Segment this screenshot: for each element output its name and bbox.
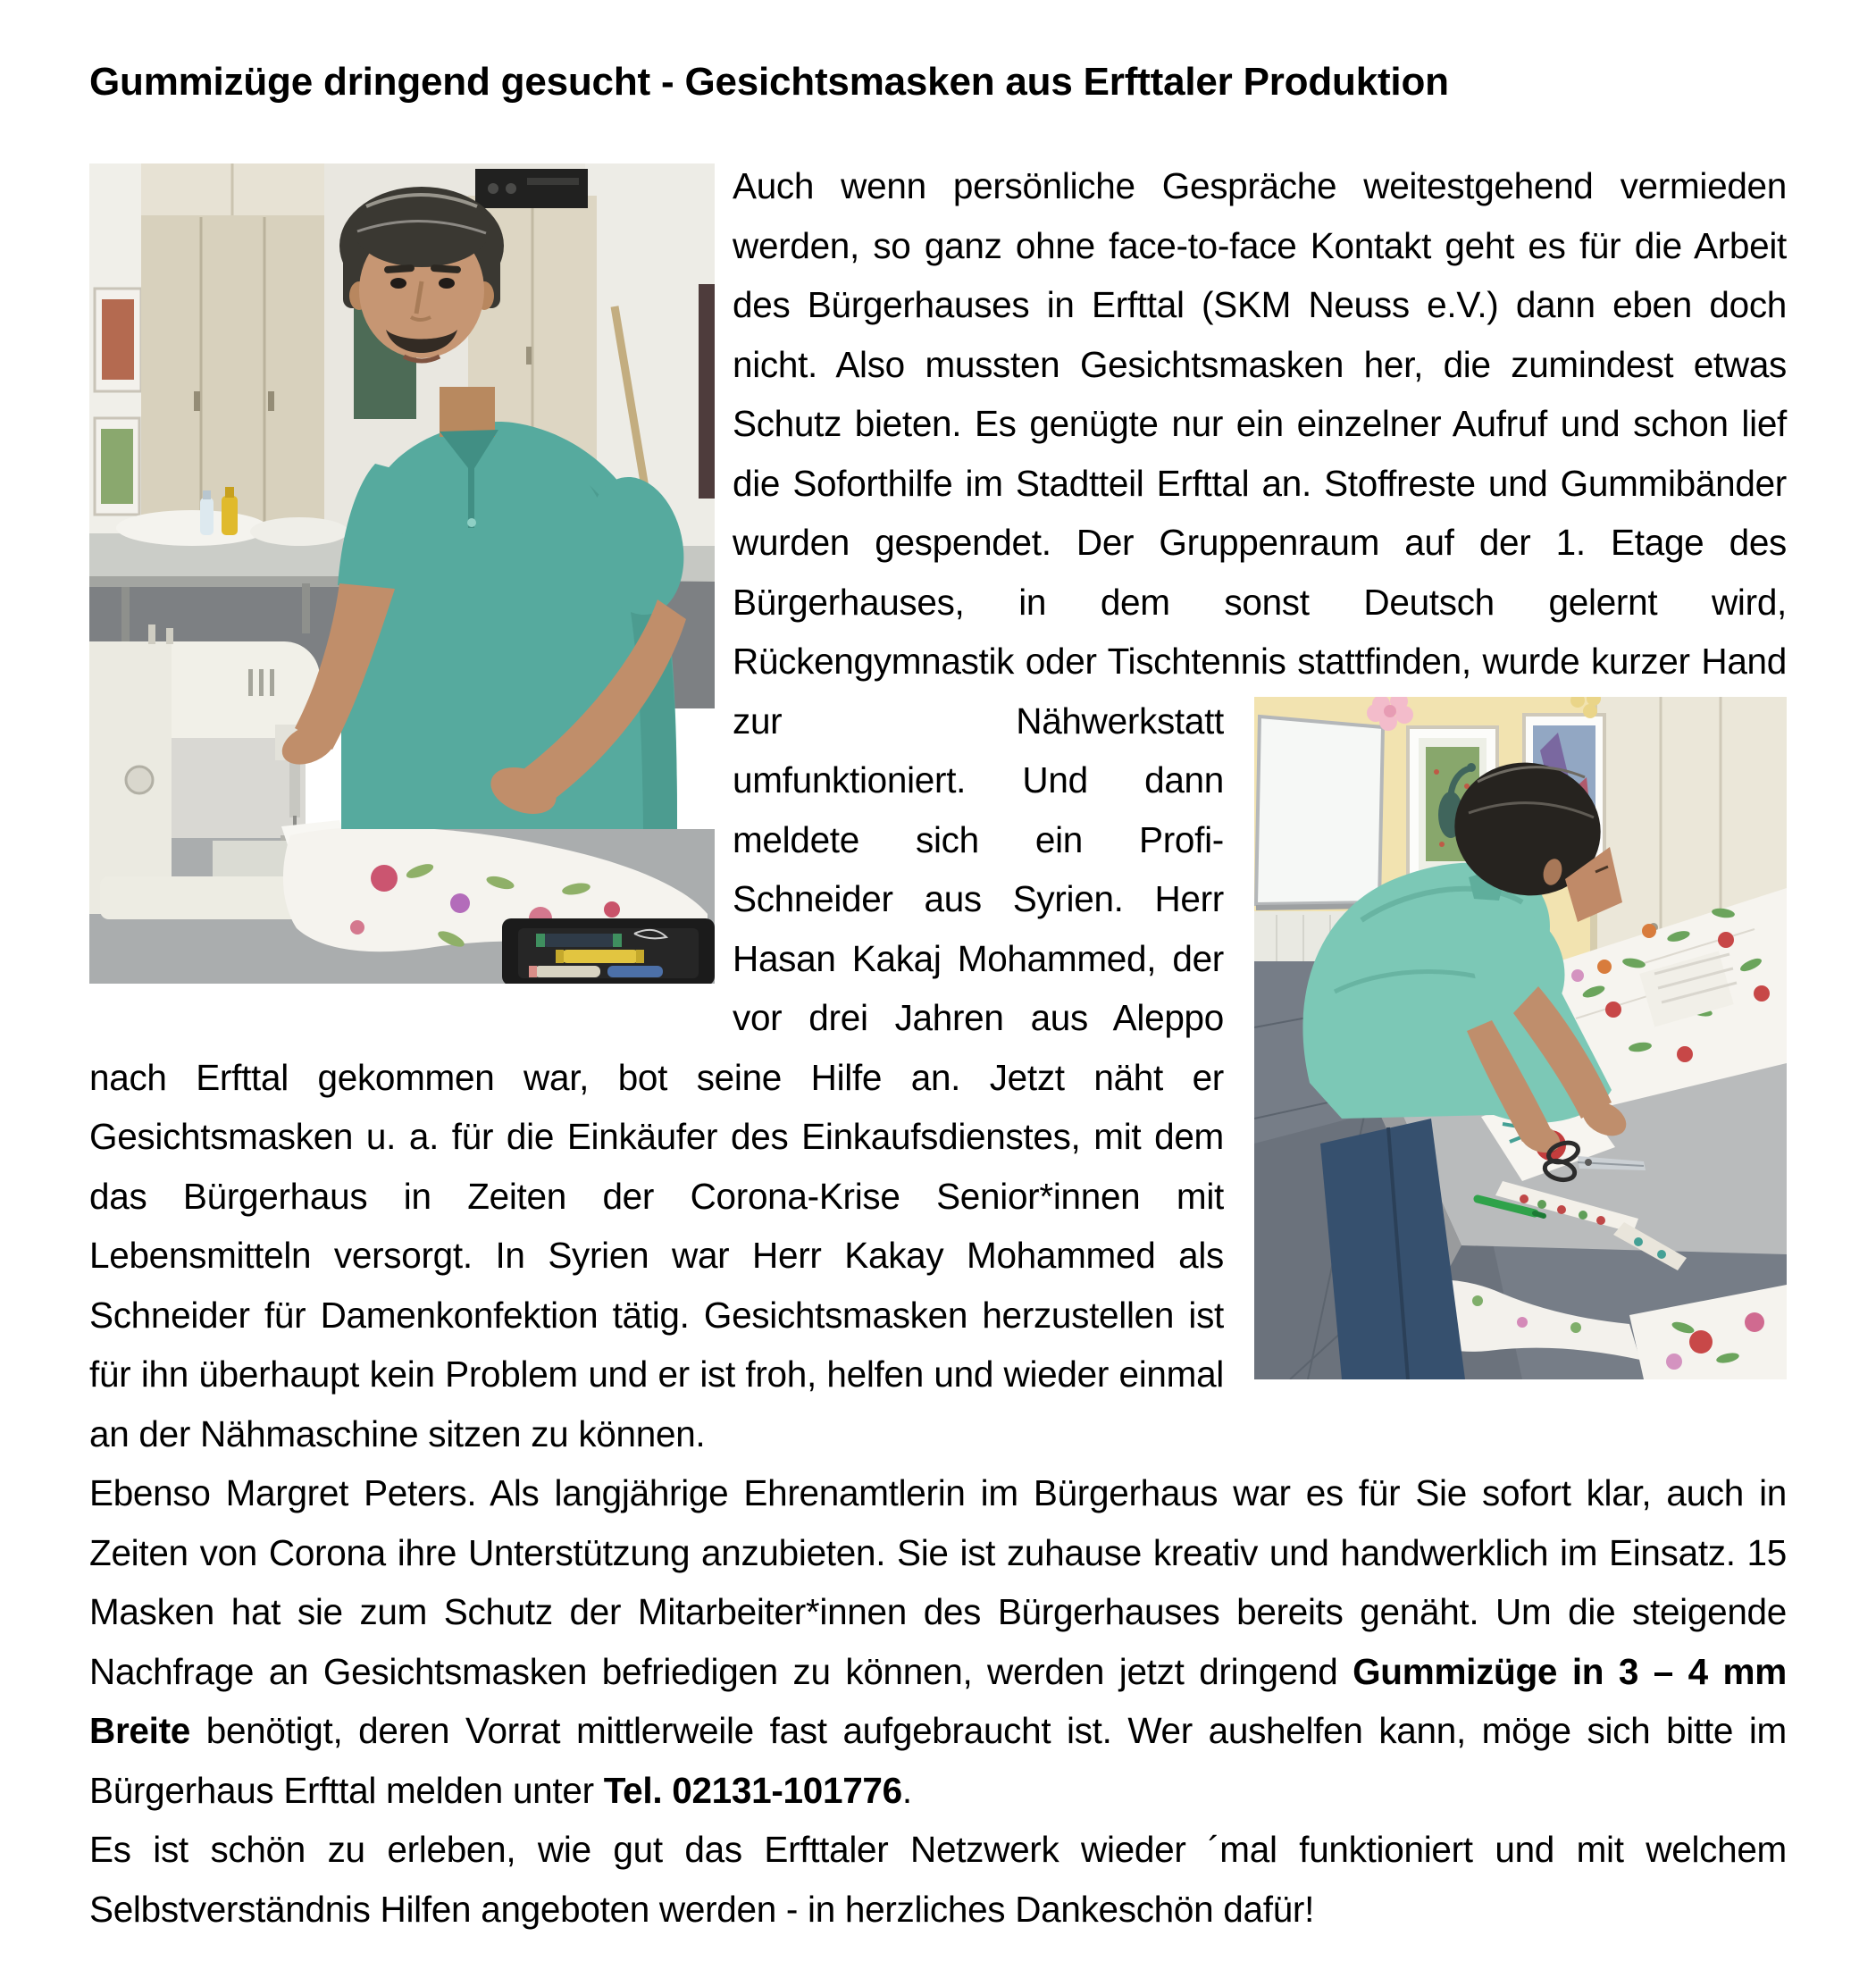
- paragraph-2-text-c: benötigt, deren Vorrat mittlerweile fast aufgebraucht ist. Wer aushelfen kann, möge sich bitte im Bürgerhaus Erfttal melden unter: [89, 1710, 1787, 1811]
- paragraph-2-text-e: .: [901, 1769, 912, 1811]
- elastic-band-width-bold: Gummizüge in 3 – 4 mm Breite: [89, 1650, 1787, 1751]
- paragraph-1: [89, 156, 1787, 1463]
- article-title: Gummizüge dringend gesucht - Gesichtsmasken aus Erfttaler Produktion: [89, 60, 1449, 104]
- photo-sewing-machine-illustration: [89, 163, 715, 984]
- paragraph-2-text-a: Ebenso Margret Peters. Als langjährige Ehrenamtlerin im Bürgerhaus war es für Sie sofort klar, auch in Zeiten von Corona ihre Unterstützung anzubieten. Sie ist zuhause kreativ und handwerklich im Einsatz. 15 Masken hat sie zum Schutz der Mitarbeiter*innen des Bürgerhauses bereits genäht. Um die steigende Nachfrage an Gesichtsmasken befriedigen zu können, werden jetzt dringend: [89, 1472, 1787, 1692]
- paragraph-3-text: Es ist schön zu erleben, wie gut das Erfttaler Netzwerk wieder ´mal funktioniert und mit welchem Selbstverständnis Hilfen angeboten werden - in herzliches Dankeschön dafür!: [89, 1829, 1787, 1930]
- photo-fabric-cutting-illustration: [1254, 697, 1787, 1379]
- phone-number: Tel. 02131-101776: [603, 1769, 902, 1811]
- paragraph-2: [89, 1463, 1787, 1820]
- photo-sewing-machine: [89, 163, 715, 984]
- thread-box: [502, 918, 715, 984]
- paragraph-1-text-b: Hand zur Nähwerkstatt umfunktioniert. Und dann meldete sich ein Profi-Schneider aus Syrien. Herr Hasan Kakaj Mohammed, der vor drei Jahren aus Aleppo nach Erfttal gekommen war, bot seine Hilfe an. Jetzt näht er Gesichtsmasken u. a. für die Einkäufer des Einkaufsdienstes, mit dem das Bürgerhaus in Zeiten der Corona-Krise Senior*innen mit Lebensmitteln versorgt. In Syrien war Herr Kakay Mohammed als Schneider für Damenkonfektion tätig. Gesichtsmasken herzustellen ist für ihn überhaupt kein Problem und er ist froh, helfen und wieder einmal an der Nähmaschine sitzen zu können.: [89, 641, 1787, 1454]
- paragraph-3: [89, 1820, 1787, 1939]
- photo-fabric-cutting: [1254, 697, 1787, 1379]
- paragraph-1-text-a: Auch wenn persönliche Gespräche weitestgehend vermieden werden, so ganz ohne face-to-face Kontakt geht es für die Arbeit des Bürgerhauses in Erfttal (SKM Neuss e.V.) dann eben doch nicht. Also mussten Gesichtsmasken her, die zumindest etwas Schutz bieten. Es genügte nur ein einzelner Aufruf und schon lief die Soforthilfe im Stadtteil Erfttal an. Stoffreste und Gummibänder wurden gespendet. Der Gruppenraum auf der 1. Etage des Bürgerhauses, in dem sonst Deutsch gelernt wird, Rückengymnastik oder Tischtennis stattfinden, wurde kurzer: [733, 165, 1787, 682]
- article-body: [89, 156, 1787, 1939]
